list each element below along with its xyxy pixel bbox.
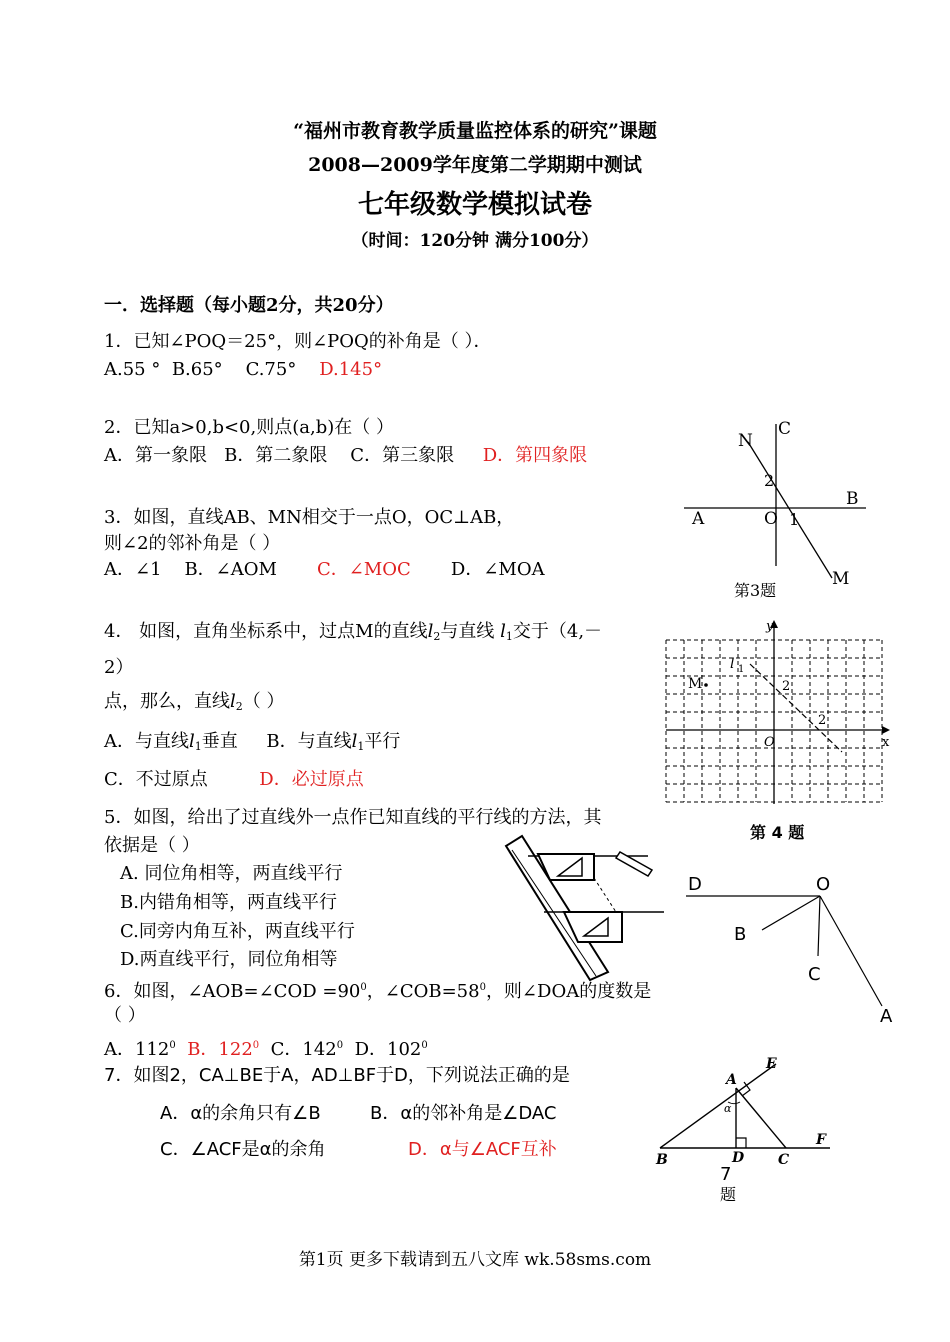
q4-stem-3 bbox=[104, 690, 285, 719]
q6-label-c: C bbox=[808, 964, 821, 985]
q4-label-x: x bbox=[882, 735, 890, 750]
q4-label-m: M bbox=[688, 676, 703, 692]
q6-label-b: B bbox=[734, 924, 747, 945]
q4-stem-b: 与直线 bbox=[440, 621, 495, 642]
q1-option-b: B.65° bbox=[171, 359, 223, 380]
q4-l2b-sub: 2 bbox=[235, 700, 243, 713]
q7-label-d: D bbox=[732, 1150, 745, 1166]
q6-stem-c: ，则∠DOA的度数是 bbox=[485, 981, 652, 1002]
q7-option-b: B．α的邻补角是∠DAC bbox=[370, 1103, 557, 1124]
q4-l1: l bbox=[500, 621, 506, 642]
q4-option-a: A．与直线$l_1$垂直 bbox=[104, 731, 238, 753]
q4-label-o: O bbox=[764, 735, 775, 750]
q6-option-a: A．$112^0$ bbox=[104, 1039, 176, 1060]
q3-stem-2: 则∠2的邻补角是（ ） bbox=[104, 533, 281, 554]
q3-label-n: N bbox=[738, 431, 753, 451]
q2-stem: 2．已知a>0,b<0,则点(a,b)在（ ） bbox=[104, 417, 394, 438]
q4-options-cd bbox=[104, 768, 364, 792]
q4-stem-c: 交于（4,－ bbox=[512, 621, 603, 642]
q4-option-c: C．不过原点 bbox=[104, 769, 208, 790]
q5-figure bbox=[498, 832, 668, 982]
q7-label-alpha: α bbox=[724, 1102, 732, 1115]
q6-option-c: C．$142^0$ bbox=[270, 1039, 344, 1060]
q3-label-1: 1 bbox=[789, 510, 800, 529]
q7-option-c: C．∠ACF是α的余角 bbox=[160, 1139, 326, 1160]
q7-label-a: A bbox=[726, 1072, 737, 1088]
q4-label-l1-sub: 1 bbox=[738, 664, 745, 675]
q6-stem-b: ，∠COB=58 bbox=[366, 981, 480, 1002]
q2-option-d: D．第四象限 bbox=[482, 445, 588, 466]
q4-label-2y: 2 bbox=[782, 679, 791, 694]
q6-label-a: A bbox=[880, 1006, 893, 1027]
q3-label-m: M bbox=[832, 569, 850, 589]
q7-caption-7: 7 bbox=[720, 1164, 732, 1185]
q7-label-e: E bbox=[766, 1056, 777, 1072]
page-footer: 第1页 更多下载请到五八文库 wk.58sms.com bbox=[298, 1250, 652, 1270]
q6-label-o: O bbox=[816, 874, 831, 895]
q2-option-b: B．第二象限 bbox=[224, 445, 328, 466]
q3-option-d: D．∠MOA bbox=[450, 559, 545, 580]
q7-caption-ti: 题 bbox=[720, 1185, 737, 1204]
q7-label-b: B bbox=[656, 1152, 668, 1168]
q4-caption: 第 4 题 bbox=[750, 823, 805, 842]
q6-label-d: D bbox=[688, 874, 702, 895]
q6-option-b: B．$122^0$ bbox=[187, 1039, 260, 1060]
q4-stem-1 bbox=[104, 620, 602, 649]
q4-l2-sub: 2 bbox=[433, 630, 441, 643]
q1-option-a: A.55 ° bbox=[104, 359, 161, 380]
q4-option-b: B．与直线$l_1$平行 bbox=[266, 731, 401, 753]
q2-options bbox=[104, 444, 587, 468]
q3-option-b: B．∠AOM bbox=[184, 559, 277, 580]
q6-stem-a: 6．如图，∠AOB=∠COD =90 bbox=[104, 981, 361, 1002]
q7-option-a: A．α的余角只有∠B bbox=[160, 1103, 321, 1124]
q3-caption: 第3题 bbox=[734, 581, 777, 600]
q3-label-a: A bbox=[692, 509, 705, 529]
q4-label-2x: 2 bbox=[818, 713, 827, 728]
q3-figure bbox=[680, 416, 870, 606]
q2-option-a: A．第一象限 bbox=[104, 445, 207, 466]
q3-option-a: A．∠1 bbox=[104, 559, 162, 580]
q7-label-f: F bbox=[816, 1132, 826, 1148]
q7-label-c: C bbox=[778, 1152, 790, 1168]
q6-figure bbox=[680, 866, 900, 1028]
q4-stem-a: 4． 如图，直角坐标系中，过点M的直线 bbox=[104, 621, 428, 642]
q5-option-d: D.两直线平行，同位角相等 bbox=[120, 949, 338, 970]
q4-l2: l bbox=[427, 621, 434, 642]
header-line2: 2008—2009学年度第二学期期中测试 bbox=[308, 154, 642, 176]
q5-option-a: A. 同位角相等，两直线平行 bbox=[120, 863, 343, 884]
q4-option-d: D．必过原点 bbox=[259, 769, 364, 790]
q1-option-c: C.75° bbox=[245, 359, 297, 380]
q3-option-c: C．∠MOC bbox=[317, 559, 411, 580]
q6-options bbox=[104, 1034, 428, 1062]
page-title: 七年级数学模拟试卷 bbox=[357, 190, 592, 220]
q5-stem-2: 依据是（ ） bbox=[104, 835, 200, 856]
q4-l1-sub: 1 bbox=[505, 630, 513, 643]
q3-label-b: B bbox=[846, 489, 859, 509]
q4-options-ab bbox=[104, 730, 400, 759]
q3-label-2: 2 bbox=[764, 471, 775, 490]
q3-stem-1: 3．如图，直线AB、MN相交于一点O，OC⊥AB， bbox=[104, 507, 515, 528]
q5-option-b: B.内错角相等，两直线平行 bbox=[120, 892, 337, 913]
q5-option-c: C.同旁内角互补，两直线平行 bbox=[120, 921, 355, 942]
q3-options bbox=[104, 558, 545, 582]
q4-stem3a: 点，那么，直线 bbox=[104, 691, 230, 712]
q1-stem: 1．已知∠POQ＝25°，则∠POQ的补角是（ ）． bbox=[104, 331, 492, 352]
q1-option-d: D.145° bbox=[319, 359, 383, 380]
q4-label-l1: l bbox=[730, 656, 735, 672]
page-subtitle: （时间：120分钟 满分100分） bbox=[351, 231, 599, 251]
q3-label-c: C bbox=[778, 419, 792, 439]
header-line1: “福州市教育教学质量监控体系的研究”课题 bbox=[293, 120, 657, 142]
section-heading: 一．选择题（每小题2分，共20分） bbox=[104, 295, 394, 316]
q1-options bbox=[104, 358, 382, 382]
q5-stem-1: 5．如图，给出了过直线外一点作已知直线的平行线的方法，其 bbox=[104, 807, 602, 828]
q4-figure bbox=[664, 616, 894, 846]
q3-label-o: O bbox=[764, 509, 778, 529]
q6-option-d: D．$102^0$ bbox=[354, 1039, 428, 1060]
q7-figure bbox=[650, 1054, 840, 1206]
q4-l2b: l bbox=[230, 691, 236, 712]
q4-stem-2: 2） bbox=[104, 657, 134, 678]
q4-stem3b: （ ） bbox=[242, 691, 285, 712]
q7-stem: 7．如图2，CA⊥BE于A，AD⊥BF于D，下列说法正确的是 bbox=[104, 1065, 570, 1086]
q6-stem: 6．如图，∠AOB=∠COD $=90^0$，$\angle COB=58^0$，则∠DOA的度数是 bbox=[104, 981, 652, 1002]
q7-option-d: D．α与∠ACF互补 bbox=[408, 1139, 557, 1160]
q4-label-y: y bbox=[766, 619, 774, 634]
q2-option-c: C．第三象限 bbox=[350, 445, 455, 466]
q6-paren: （ ） bbox=[104, 1005, 146, 1026]
